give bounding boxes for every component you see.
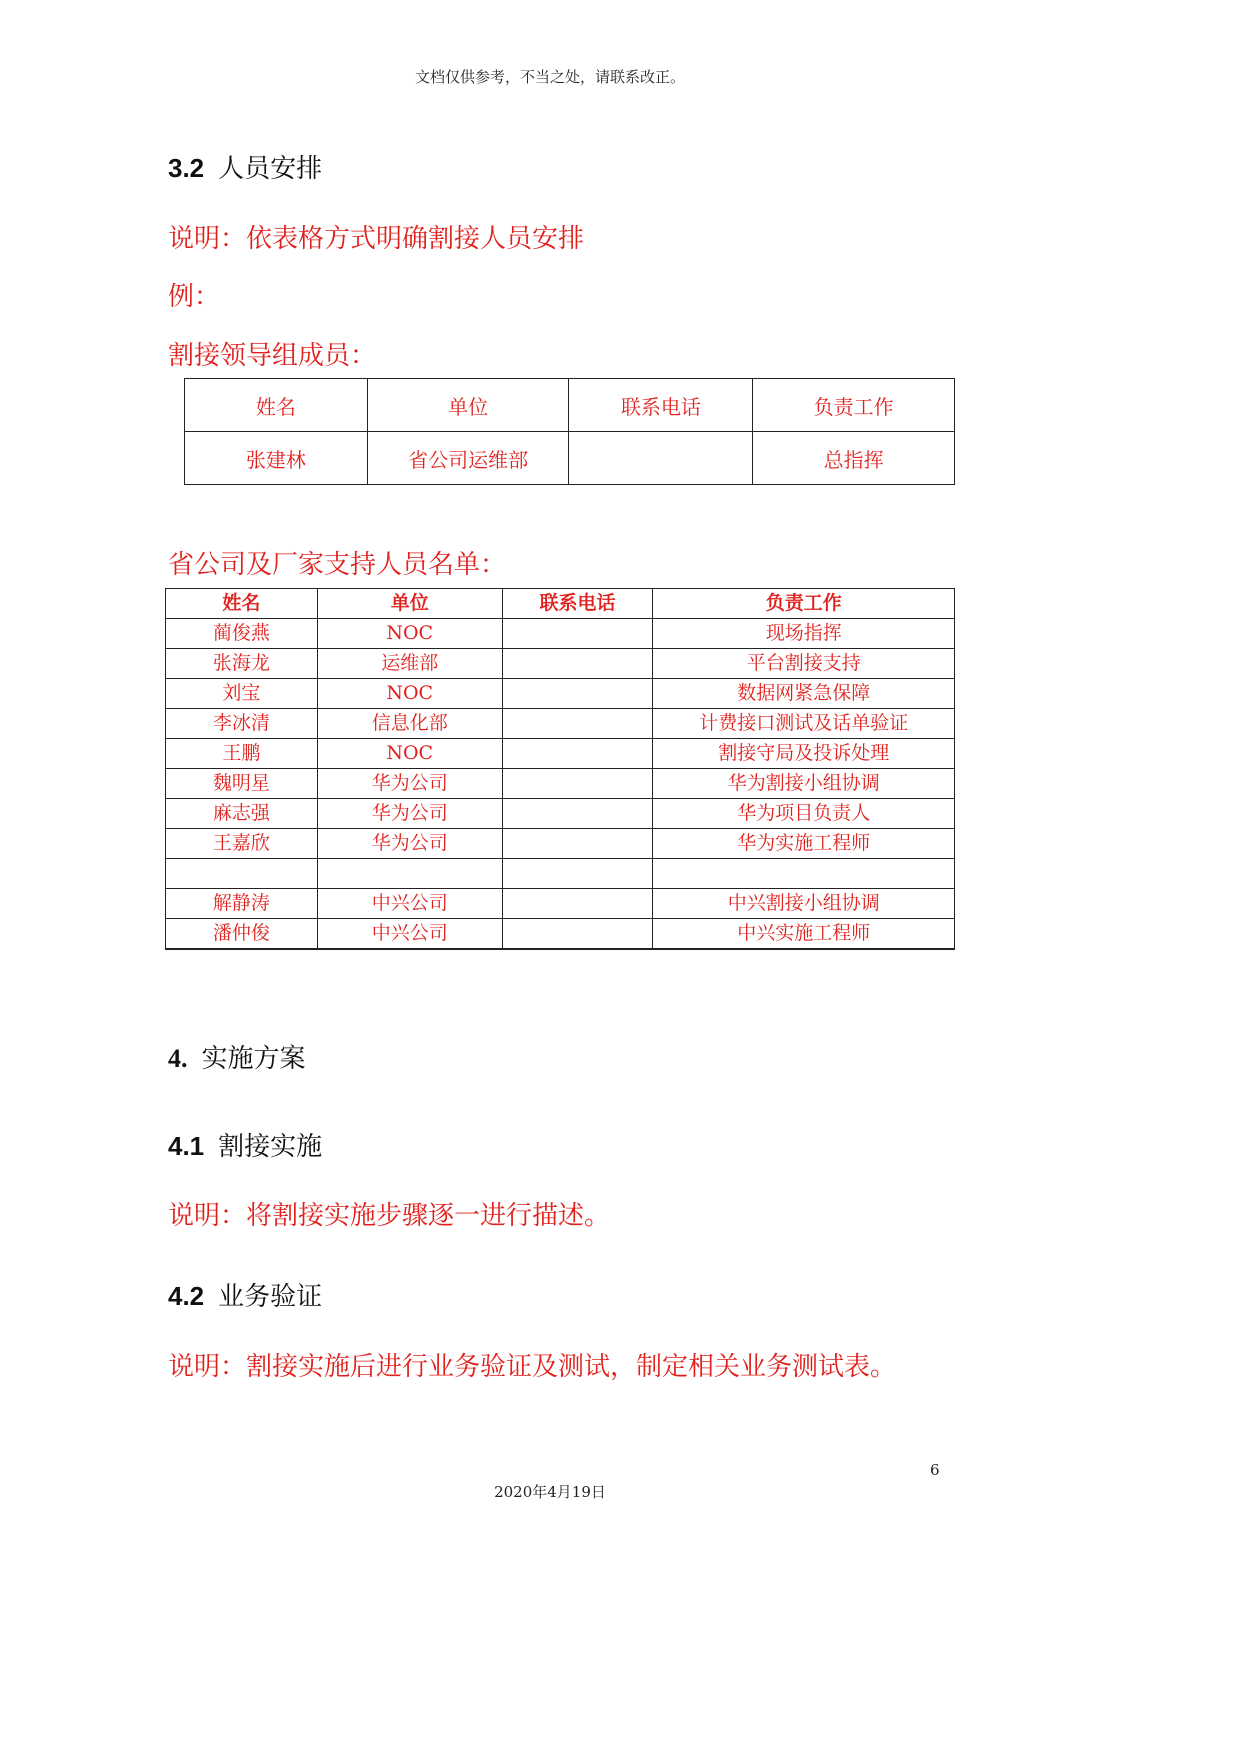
page-number: 6 <box>930 1461 940 1479</box>
cell-unit: 华为公司 <box>317 769 502 799</box>
table-row <box>166 859 955 889</box>
table-row <box>166 649 955 679</box>
table-row <box>166 679 955 709</box>
cell-name: 王鹏 <box>166 739 318 769</box>
note-4-1: 说明：将割接实施步骤逐一进行描述。 <box>168 1201 611 1231</box>
cell-unit: 运维部 <box>317 649 502 679</box>
cell-phone <box>502 889 653 919</box>
section-heading-4 <box>168 1038 306 1075</box>
table-row <box>166 919 955 950</box>
cell-phone <box>502 829 653 859</box>
cell-unit: 中兴公司 <box>317 889 502 919</box>
cell-phone <box>569 432 753 485</box>
cell-phone <box>502 679 653 709</box>
section-number: 3.2 <box>168 153 205 183</box>
cell-name: 张建林 <box>185 432 368 485</box>
table-row <box>166 709 955 739</box>
table-row <box>166 889 955 919</box>
header-cell-duty: 负责工作 <box>753 379 955 432</box>
section-title: 实施方案 <box>201 1044 306 1074</box>
cell-duty: 华为割接小组协调 <box>653 769 955 799</box>
header-cell-name: 姓名 <box>185 379 368 432</box>
cell-name: 王嘉欣 <box>166 829 318 859</box>
cell-unit: 省公司运维部 <box>367 432 569 485</box>
cell-phone <box>502 649 653 679</box>
table-header-row <box>166 589 955 619</box>
table-row <box>185 432 955 485</box>
cell-duty: 华为项目负责人 <box>653 799 955 829</box>
section-title: 割接实施 <box>218 1132 323 1162</box>
leader-table <box>184 378 955 485</box>
cell-unit: NOC <box>317 679 502 709</box>
cell-name: 潘仲俊 <box>166 919 318 950</box>
cell-unit <box>317 859 502 889</box>
header-note: 文档仅供参考，不当之处，请联系改正。 <box>414 68 685 86</box>
cell-duty: 中兴实施工程师 <box>653 919 955 950</box>
header-cell-unit: 单位 <box>367 379 569 432</box>
cell-phone <box>502 769 653 799</box>
cell-phone <box>502 859 653 889</box>
cell-duty: 平台割接支持 <box>653 649 955 679</box>
cell-name: 张海龙 <box>166 649 318 679</box>
header-cell-duty: 负责工作 <box>653 589 955 619</box>
section-heading-4-1 <box>168 1126 322 1163</box>
section-number: 4.2 <box>168 1281 205 1311</box>
section-heading-3-2 <box>168 148 322 185</box>
cell-duty: 中兴割接小组协调 <box>653 889 955 919</box>
table-header-row <box>185 379 955 432</box>
cell-duty <box>653 859 955 889</box>
cell-phone <box>502 739 653 769</box>
cell-unit: 信息化部 <box>317 709 502 739</box>
support-label: 省公司及厂家支持人员名单： <box>168 550 507 580</box>
cell-unit: 中兴公司 <box>317 919 502 950</box>
table-row <box>166 829 955 859</box>
table-row <box>166 739 955 769</box>
cell-name: 麻志强 <box>166 799 318 829</box>
cell-duty: 华为实施工程师 <box>653 829 955 859</box>
header-cell-name: 姓名 <box>166 589 318 619</box>
leader-group-label: 割接领导组成员： <box>168 341 377 371</box>
cell-unit: 华为公司 <box>317 829 502 859</box>
table-row <box>166 769 955 799</box>
section-title: 人员安排 <box>218 154 323 184</box>
note-3-2: 说明：依表格方式明确割接人员安排 <box>168 224 585 254</box>
cell-unit: NOC <box>317 739 502 769</box>
section-title: 业务验证 <box>218 1282 323 1312</box>
example-label: 例： <box>168 282 221 312</box>
cell-name: 蔺俊燕 <box>166 619 318 649</box>
cell-duty: 数据网紧急保障 <box>653 679 955 709</box>
cell-duty: 现场指挥 <box>653 619 955 649</box>
cell-phone <box>502 619 653 649</box>
section-number: 4.1 <box>168 1131 205 1161</box>
cell-name: 李冰清 <box>166 709 318 739</box>
cell-name <box>166 859 318 889</box>
cell-unit: 华为公司 <box>317 799 502 829</box>
cell-phone <box>502 799 653 829</box>
note-4-2: 说明：割接实施后进行业务验证及测试，制定相关业务测试表。 <box>168 1352 897 1382</box>
section-number: 4. <box>168 1044 188 1073</box>
header-cell-phone: 联系电话 <box>569 379 753 432</box>
header-cell-unit: 单位 <box>317 589 502 619</box>
header-cell-phone: 联系电话 <box>502 589 653 619</box>
table-row <box>166 799 955 829</box>
cell-name: 刘宝 <box>166 679 318 709</box>
section-heading-4-2 <box>168 1276 322 1313</box>
cell-name: 解静涛 <box>166 889 318 919</box>
cell-duty: 计费接口测试及话单验证 <box>653 709 955 739</box>
cell-unit: NOC <box>317 619 502 649</box>
cell-phone <box>502 919 653 950</box>
footer-date: 2020年4月19日 <box>494 1483 606 1501</box>
support-table <box>165 588 955 950</box>
cell-name: 魏明星 <box>166 769 318 799</box>
table-row <box>166 619 955 649</box>
cell-phone <box>502 709 653 739</box>
cell-duty: 总指挥 <box>753 432 955 485</box>
cell-duty: 割接守局及投诉处理 <box>653 739 955 769</box>
